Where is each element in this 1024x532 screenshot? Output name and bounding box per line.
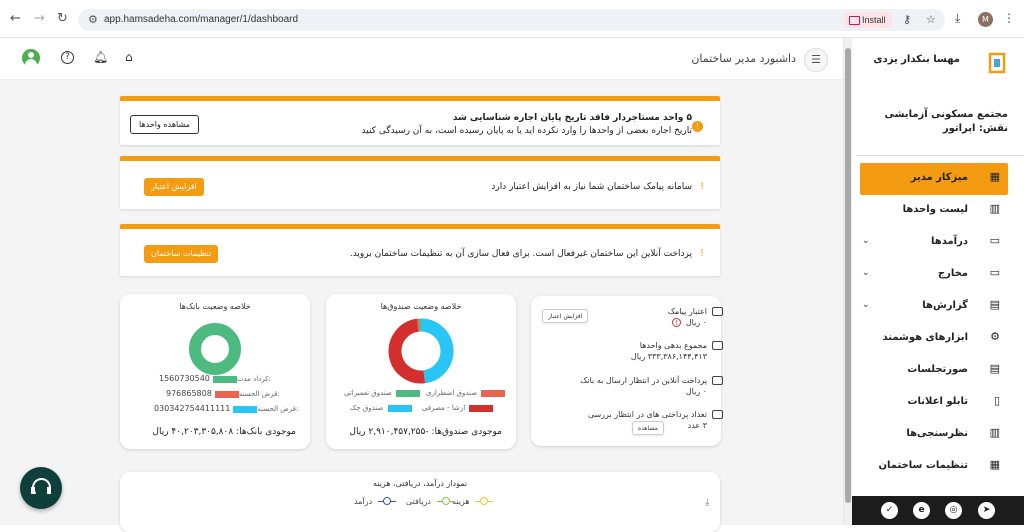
unit-debt-row: مجموع بدهی واحدها ۳۳۳,۳۸۶,۱۴۴,۴۱۳ ریال <box>631 340 707 362</box>
url-text[interactable]: app.hamsadeha.com/manager/1/dashboard <box>104 14 298 25</box>
fund-summary-card <box>326 294 516 449</box>
fund-balance-total: موجودی صندوق‌ها: -۲,۹۱۰,۴۵۷,۲۵۵ ریال <box>340 427 502 437</box>
bookmark-star-icon[interactable]: ☆ <box>926 13 936 26</box>
alert-online-payment <box>120 224 720 276</box>
card-title: خلاصه وضعیت صندوق‌ها <box>326 302 516 311</box>
dashboard-icon: ▦ <box>988 171 1000 183</box>
telegram-icon[interactable]: ➤ <box>978 502 995 519</box>
building-settings-icon: ▦ <box>988 459 1000 471</box>
alert-text <box>362 113 692 136</box>
info-icon: ! <box>692 121 703 132</box>
sms-increase-credit-button[interactable]: افزایش اعتبار <box>542 309 588 323</box>
alert-description: پرداخت آنلاین این ساختمان غیرفعال است. برای فعال سازی آن به تنظیمات ساختمان بروید. <box>350 249 692 259</box>
sidebar-item-notice-board[interactable] <box>860 387 1008 419</box>
legend-expense[interactable]: هزینه <box>452 497 493 506</box>
increase-credit-button[interactable]: افزایش اعتبار <box>144 178 204 196</box>
view-pending-button[interactable]: مشاهده <box>632 421 664 435</box>
alert-tenant-lease <box>120 96 720 145</box>
fund-legend-item: ارشا - مصرفی <box>422 404 493 412</box>
warning-circle-icon: ! <box>672 318 681 327</box>
sidebar-item-minutes[interactable] <box>860 355 1008 387</box>
instagram-icon[interactable]: ◎ <box>945 502 962 519</box>
profile-avatar[interactable]: M <box>978 12 993 27</box>
legend-received[interactable]: دریافتی <box>406 497 455 506</box>
bank-balance-total: موجودی بانک‌ها: ۴۰,۲۰۳,۳۰۵,۸۰۸ ریال <box>134 427 296 437</box>
sidebar-item-label: صورتجلسات <box>907 364 968 375</box>
user-account-icon[interactable] <box>22 49 40 67</box>
sidebar-org: مجتمع مسکونی آزمایشی نقش: اپراتور <box>885 108 1008 136</box>
app-logo <box>982 48 1012 78</box>
polls-icon: ▥ <box>988 427 1000 439</box>
page-title: داشبورد مدیر ساختمان <box>691 52 796 65</box>
fund-legend-item: صندوق اضطراری <box>426 389 505 397</box>
sidebar-item-label: درآمدها <box>931 236 968 247</box>
app-topbar <box>0 38 843 80</box>
message-icon <box>712 307 723 316</box>
password-key-icon[interactable]: ⚷ <box>903 13 911 26</box>
bank-legend-item: 1560730540 کرداد مدت: <box>155 374 271 383</box>
fund-donut-slice[interactable] <box>395 325 424 377</box>
browser-chrome <box>0 0 1024 38</box>
warning-icon: ! <box>700 248 704 259</box>
eitaa-icon[interactable]: e <box>913 502 930 519</box>
alert-description: سامانه پیامک ساختمان شما نیاز به افزایش اعتبار دارد <box>491 182 692 192</box>
sidebar-item-label: مخارج <box>938 268 968 279</box>
status-summary-card <box>531 296 721 446</box>
forward-icon[interactable]: → <box>34 11 45 26</box>
browser-menu-icon[interactable]: ⋮ <box>1003 11 1015 25</box>
sidebar-item-label: میزکار مدیر <box>911 172 968 183</box>
chevron-down-icon[interactable]: ⌄ <box>862 300 870 310</box>
bell-icon[interactable]: 🔔︎ <box>93 50 108 64</box>
building-settings-button[interactable]: تنظیمات ساختمان <box>144 245 218 263</box>
fund-donut-chart <box>326 311 516 391</box>
chevron-down-icon[interactable]: ⌄ <box>862 268 870 278</box>
pending-review-row: تعداد پرداختی های در انتظار بررسی ۳ عدد <box>588 409 707 431</box>
sidebar-item-label: لیست واحدها <box>903 204 968 215</box>
bank-summary-card <box>120 294 310 449</box>
alert-description: تاریخ اجاره بعضی از واحدها را وارد نکرده اید یا به پایان رسیده است، به آن رسیدگی کنید <box>362 126 692 136</box>
sidebar-item-building-settings[interactable] <box>860 451 1008 483</box>
warning-icon: ! <box>700 181 704 192</box>
review-icon <box>712 410 723 419</box>
legend-income[interactable]: درآمد <box>354 497 396 506</box>
minutes-icon: ▤ <box>988 363 1000 375</box>
scrollbar-thumb[interactable] <box>845 48 851 503</box>
smart-tools-icon: ⚙ <box>988 331 1000 343</box>
sidebar-item-label: نظرسنجی‌ها <box>906 428 968 439</box>
online-payment-row: پرداخت آنلاین در انتظار ارسال به بانک ۰ ریال <box>580 375 707 397</box>
fund-donut-slice[interactable] <box>421 325 447 377</box>
sidebar-item-reports[interactable] <box>860 291 1008 323</box>
card-title: خلاصه وضعیت بانک‌ها <box>120 302 310 311</box>
alert-title: ۵ واحد مستاجردار فاقد تاریخ پایان اجاره شناسایی شد <box>362 113 692 123</box>
home-icon[interactable]: ⌂ <box>125 50 133 64</box>
sidebar-divider <box>856 155 1024 156</box>
sidebar-item-label: گزارش‌ها <box>922 300 968 311</box>
hamburger-menu-button[interactable]: ☰ <box>804 48 828 72</box>
social-links-bar <box>852 496 1024 525</box>
chevron-down-icon[interactable]: ⌄ <box>862 236 870 246</box>
view-units-button[interactable]: مشاهده واحدها <box>130 115 199 134</box>
sidebar-item-label: ابزارهای هوشمند <box>882 332 968 343</box>
notice-board-icon: ▯ <box>988 395 1000 407</box>
bank-legend-item: 976865808 قرض الحسنه: <box>162 389 280 398</box>
site-settings-icon[interactable]: ⚙ <box>88 13 98 26</box>
debt-icon <box>712 341 723 350</box>
sidebar-item-expenses[interactable] <box>860 259 1008 291</box>
install-button[interactable]: Install <box>844 12 892 28</box>
income-icon: ▭ <box>988 235 1000 247</box>
support-headset-button[interactable] <box>20 467 62 509</box>
units-icon: ▥ <box>988 203 1000 215</box>
reports-icon: ▤ <box>988 299 1000 311</box>
income-chart-card <box>120 472 720 532</box>
sidebar-item-label: تابلو اعلانات <box>907 396 968 407</box>
reload-icon[interactable]: ↻ <box>57 11 68 26</box>
bank-legend-item: 030342754411111 قرض الحسنه: <box>150 404 298 413</box>
sidebar-item-smart-tools[interactable] <box>860 323 1008 355</box>
expenses-icon: ▭ <box>988 267 1000 279</box>
bale-icon[interactable]: ✓ <box>881 502 898 519</box>
sidebar <box>843 38 1024 525</box>
sidebar-item-label: تنظیمات ساختمان <box>878 460 968 471</box>
sms-credit-row: اعتبار پیامک ۰ ریال ! <box>668 306 707 328</box>
sidebar-scrollbar[interactable] <box>844 38 852 525</box>
sidebar-item-units[interactable] <box>860 195 1008 227</box>
download-chart-icon[interactable]: ⤓ <box>705 497 709 508</box>
payment-icon <box>712 376 723 385</box>
help-icon[interactable]: ? <box>61 51 74 64</box>
sidebar-item-polls[interactable] <box>860 419 1008 451</box>
sidebar-item-dashboard[interactable] <box>860 163 1008 195</box>
fund-legend-item: صندوق تعمیراتی <box>344 389 420 397</box>
address-bar[interactable] <box>78 9 945 31</box>
bank-donut-slice[interactable] <box>195 329 235 369</box>
sidebar-item-income[interactable] <box>860 227 1008 259</box>
sidebar-user-name: مهسا بنکدار یزدی <box>873 54 960 65</box>
chart-title: نمودار درآمد، دریافتی، هزینه <box>120 479 720 488</box>
download-icon[interactable]: ⤓ <box>955 11 960 26</box>
fund-legend-item: صندوق چک <box>350 404 412 412</box>
alert-sms-credit <box>120 156 720 209</box>
back-icon[interactable]: ← <box>10 11 21 26</box>
